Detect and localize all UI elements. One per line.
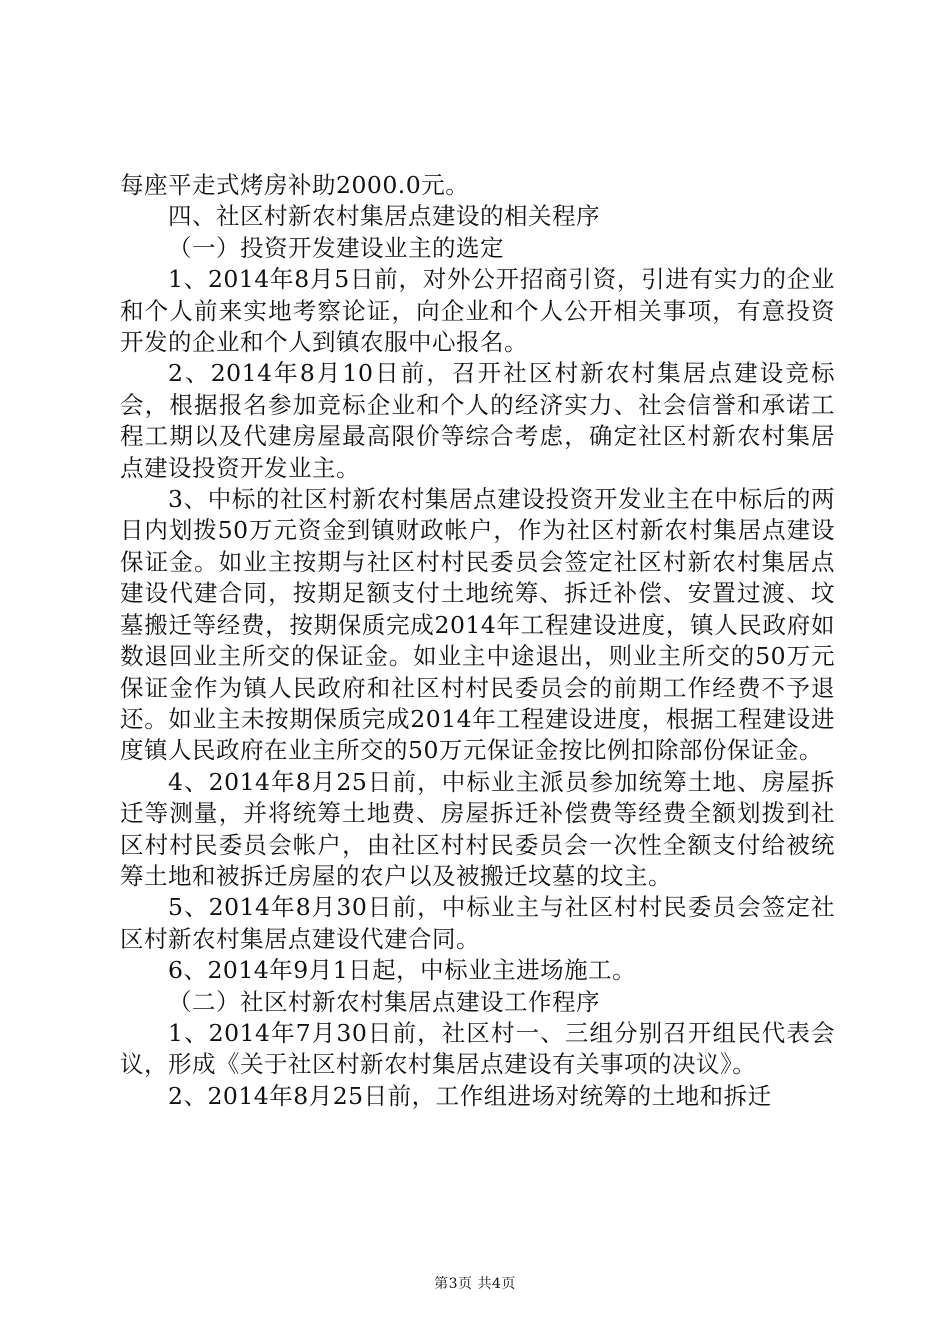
paragraph-item-1: 1、2014年8月5日前，对外公开招商引资，引进有实力的企业和个人前来实地考察论证，向企业和个人公开相关事项，有意投资开发的企业和个人到镇农服中心报名。 bbox=[120, 265, 835, 357]
subsection-heading-work-procedure: （二）社区村新农村集居点建设工作程序 bbox=[168, 987, 600, 1016]
paragraph-subsidy-tail: 每座平走式烤房补助2000.0元。 bbox=[120, 171, 470, 199]
subsection-heading-owner-selection: （一）投资开发建设业主的选定 bbox=[168, 233, 504, 262]
paragraph-item-3: 3、中标的社区村新农村集居点建设投资开发业主在中标后的两日内划拨50万元资金到镇财政帐户，作为社区村新农村集居点建设保证金。如业主按期与社区村村民委员会签定社区村新农村集居点建设代建合同，按期足额支付土地统筹、拆迁补偿、安置过渡、坟墓搬迁等经费，按期保质完成2014年工程建设进度，镇人民政府如数退回业主所交的保证金。如业主中途退出，则业主所交的50万元保证金作为镇人民政府和社区村村民委员会的前期工作经费不予退还。如业主未按期保质完成2014年工程建设进度，根据工程建设进度镇人民政府在业主所交的50万元保证金按比例扣除部份保证金。 bbox=[120, 485, 835, 765]
paragraph-item-5: 5、2014年8月30日前，中标业主与社区村村民委员会签定社区村新农村集居点建设代建合同。 bbox=[120, 893, 835, 953]
paragraph-item-4: 4、2014年8月25日前，中标业主派员参加统筹土地、房屋拆迁等测量，并将统筹土地费、房屋拆迁补偿费等经费全额划拨到社区村村民委员会帐户，由社区村村民委员会一次性全额支付给被统筹土地和被拆迁房屋的农户以及被搬迁坟墓的坟主。 bbox=[120, 767, 835, 890]
section-heading-procedures: 四、社区村新农村集居点建设的相关程序 bbox=[168, 202, 600, 231]
paragraph-work-item-2: 2、2014年8月25日前，工作组进场对统筹的土地和拆迁 bbox=[168, 1081, 772, 1110]
page-footer: 第3页 共4页 bbox=[434, 1276, 516, 1292]
paragraph-item-6: 6、2014年9月1日起，中标业主进场施工。 bbox=[168, 956, 637, 985]
paragraph-item-2: 2、2014年8月10日前，召开社区村新农村集居点建设竞标会，根据报名参加竞标企业和个人的经济实力、社会信誉和承诺工程工期以及代建房屋最高限价等综合考虑，确定社区村新农村集居点建设投资开发业主。 bbox=[120, 359, 835, 482]
paragraph-work-item-1: 1、2014年7月30日前，社区村一、三组分别召开组民代表会议，形成《关于社区村新农村集居点建设有关事项的决议》。 bbox=[120, 1018, 835, 1079]
document-body bbox=[120, 170, 835, 1112]
